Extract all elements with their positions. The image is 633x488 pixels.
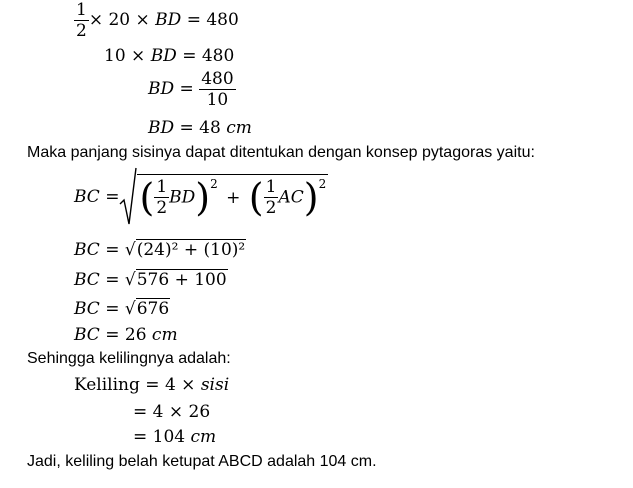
variable-bc: BC — [74, 325, 100, 345]
fraction-one-half — [74, 0, 89, 41]
open-paren: ( — [248, 175, 264, 220]
plus-sign: + — [226, 187, 241, 208]
equation-value: = 104 — [133, 427, 191, 447]
equation-bc-result — [74, 325, 178, 345]
text-pythagoras-intro: Maka panjang sisinya dapat ditentukan dengan konsep pytagoras yaitu: — [27, 144, 535, 161]
unit-cm: cm — [151, 325, 178, 345]
text-perimeter-intro: Sehingga kelilingnya adalah: — [27, 350, 231, 367]
equation-result: = 480 — [181, 10, 239, 30]
fraction-numerator: 1 — [265, 177, 277, 197]
radicand: (24)² + (10)² — [136, 240, 246, 260]
fraction-480-over-10 — [199, 69, 235, 110]
equation-lead: 10 × — [104, 46, 151, 66]
fraction-denominator: 2 — [156, 198, 168, 218]
variable-bd: BD — [150, 46, 177, 66]
radicand-box — [137, 174, 328, 218]
unit-cm: cm — [226, 118, 252, 138]
close-paren: ) — [303, 175, 319, 220]
unit-cm: cm — [190, 427, 217, 447]
equation-bc-squares — [74, 240, 246, 260]
equation-value: = 26 — [99, 325, 152, 345]
variable-bc: BC — [74, 240, 100, 260]
radicand: 676 — [136, 299, 170, 319]
fraction-denominator: 2 — [265, 198, 277, 218]
equation-half-base-times-bd — [74, 0, 239, 41]
equals-sign: = — [99, 187, 120, 207]
fraction-numerator: 480 — [201, 69, 234, 89]
variable-ac: AC — [278, 187, 304, 208]
variable-bd: BD — [169, 187, 196, 208]
variable-bd: BD — [148, 118, 175, 138]
equation-middle: = 4 × — [139, 375, 201, 395]
equation-perimeter-substitution: = 4 × 26 — [133, 402, 211, 422]
variable-bc: BC — [74, 299, 100, 319]
equals-sign: = — [99, 299, 125, 319]
open-paren: ( — [139, 175, 155, 220]
fraction-denominator: 2 — [76, 21, 87, 41]
exponent: 2 — [210, 177, 218, 191]
equals-sign: = — [99, 270, 125, 290]
equals-sign: = — [99, 240, 125, 260]
radicand: 576 + 100 — [136, 270, 227, 290]
variable-sisi: sisi — [200, 375, 230, 395]
variable-bc: BC — [74, 187, 100, 207]
equation-pythagoras-formula — [74, 166, 328, 228]
equation-bc-sum — [74, 270, 228, 290]
equation-middle: × 20 × — [88, 10, 156, 30]
equation-bc-root — [74, 299, 170, 319]
fraction-denominator: 10 — [199, 89, 235, 110]
equation-value: = 48 — [174, 118, 227, 138]
fraction-one-half — [264, 177, 279, 218]
equation-perimeter-formula — [74, 375, 229, 395]
variable-bd: BD — [155, 10, 182, 30]
equation-bd-result — [148, 118, 252, 138]
fraction-one-half — [154, 177, 169, 218]
radical-sign-icon: √ — [124, 270, 136, 290]
equation-result: = 480 — [176, 46, 235, 66]
radical-sign-icon — [119, 166, 137, 228]
exponent: 2 — [318, 177, 327, 191]
radical-sign-icon: √ — [124, 299, 136, 319]
variable-bd: BD — [148, 79, 175, 99]
close-paren: ) — [195, 175, 211, 220]
radical-sign-icon: √ — [124, 240, 136, 260]
fraction-numerator: 1 — [76, 0, 87, 20]
fraction-numerator: 1 — [156, 177, 168, 197]
text-conclusion: Jadi, keliling belah ketupat ABCD adalah 104 cm. — [27, 453, 377, 470]
variable-bc: BC — [74, 270, 100, 290]
equals-sign: = — [174, 79, 200, 99]
perimeter-label: Keliling — [74, 375, 140, 395]
equation-ten-times-bd — [104, 46, 234, 66]
equation-perimeter-result — [133, 427, 216, 447]
equation-bd-fraction — [148, 69, 236, 110]
